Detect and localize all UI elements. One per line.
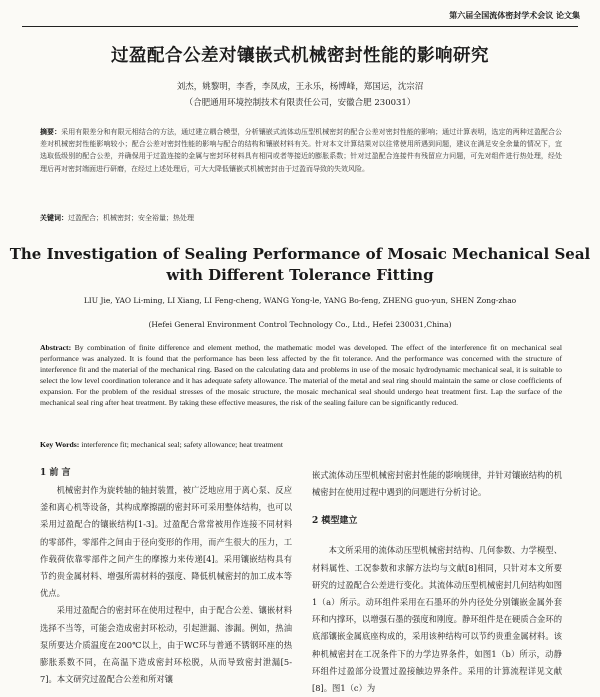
header-rule	[22, 26, 578, 27]
en-title-line-1: The Investigation of Sealing Performance of Mosaic Mechanical Seal	[9, 245, 591, 263]
spacer	[312, 501, 562, 513]
en-abstract	[40, 342, 562, 408]
cn-affiliation: （合肥通用环境控制技术有限责任公司，安徽合肥 230031）	[184, 98, 416, 108]
en-affiliation: (Hefei General Environment Control Technology Co., Ltd., Hefei 230031,China)	[148, 320, 452, 329]
body-column-left	[40, 465, 292, 688]
section-2-heading: 2 模型建立	[312, 516, 358, 527]
body-paragraph: 嵌式流体动压型机械密封密封性能的影响规律，并针对镶嵌结构的机械密封在使用过程中遇到的问题进行分析讨论。	[312, 470, 562, 498]
cn-abstract	[40, 126, 562, 175]
body-paragraph: 本文所采用的流体动压型机械密封结构、几何参数、力学模型、材料属性、工况参数和求解方法均与文献[8]相同，只针对本文所要研究的过盈配合公差进行变化。其流体动压型机械密封几何结构如图1（a）所示。动环组件采用在石墨环的外内径处分别镶嵌金属外套环和内撑环，以增强石墨的强度和刚度。静环组件是在硬质合金环的底部镶嵌金属底座构成的，采用该种结构可以节约贵重金属材料。该种机械密封在工况条件下的力学边界条件，如图1（b）所示，动静环组件过盈部分设置过盈接触边界条件。采用的计算流程详见文献[8]。图1（c）为	[312, 545, 562, 694]
cn-title: 过盈配合公差对镶嵌式机械密封性能的影响研究	[111, 46, 489, 66]
en-abstract-label: Abstract:	[40, 343, 72, 352]
cn-keywords-label: 关键词：	[40, 213, 68, 222]
section-1-heading: 1 前 言	[40, 468, 71, 478]
en-keywords-label: Key Words:	[40, 440, 80, 449]
cn-keywords	[40, 213, 562, 223]
running-header: 第六届全国流体密封学术会议 论文集	[449, 10, 580, 20]
en-keywords	[40, 440, 562, 449]
en-abstract-text: By combination of finite difference and element method, the mathematic model was developed. The effect of the interference fit on mechanical seal performance was analyzed. It is found that the performance has been less affected by the fit tolerance. And the performance was concerned with the structure of interference fit and the material of the mechanical ring. Based on the calculating data and problems in use of the mosaic hydrodynamic mechanical seal, it is suitable to select the low level coordination tolerance and it has adequate safety allowance. The material of the metal and seal ring should maintain the same or close coefficients of expansion. For the problem of the residual stresses of the mosaic structure, the mosaic mechanical seal should undergo heat treatment first. Lap the surface of the mechanical seal ring after heat treatment. By taking these effective measures, the risk of the sealing failure can be significantly reduced.	[40, 343, 562, 407]
cn-abstract-text: 采用有限差分和有限元相结合的方法，通过建立耦合模型，分析镶嵌式流体动压型机械密封的配合公差对密封性能的影响；通过计算表明，选定的两种过盈配合公差对机械密封性能影响较小；配合公差对密封性能的影响与配合的结构和镶嵌材料有关。针对本文计算结果对以往常使用所遇到问题，建议在满足安全余量的情况下，宜选取低级别的配合公差，并确保用于过盈连接的金属与密封环材料具有相同或者等接近的膨胀系数；针对过盈配合连接件有残留应力问题，可先对组件进行热处理，经处理后再对密封端面进行研磨，在经过上述处理后，可大大降低镶嵌式机械密封由于过盈而导致的失效风险。	[40, 128, 563, 173]
body-column-right	[312, 467, 562, 697]
cn-abstract-label: 摘要：	[40, 127, 62, 136]
en-authors: LIU Jie, YAO Li-ming, LI Xiang, LI Feng-cheng, WANG Yong-le, YANG Bo-feng, ZHENG guo-yun, SHEN Zong-zhao	[83, 296, 517, 305]
en-keywords-text: interference fit; mechanical seal; safety allowance; heat treatment	[81, 440, 283, 449]
cn-keywords-text: 过盈配合；机械密封；安全裕量；热处理	[68, 214, 194, 222]
body-paragraph: 采用过盈配合的密封环在使用过程中，由于配合公差、镶嵌材料选择不当等，可能会造成密封环松动，引起泄漏、渗漏。例如，热油泵所要达介质温度在200℃以上，由于WC环与普通不锈钢环座的热膨胀系数不同，在高温下造成密封环松脱，从而导致密封泄漏[5-7]。本文研究过盈配合公差和所对镶	[40, 605, 292, 685]
en-title	[0, 244, 600, 286]
en-title-line-2: with Different Tolerance Fitting	[166, 266, 434, 284]
cn-authors: 刘杰，姚黎明，李香，李凤成，王永乐，杨博峰，郑国运，沈宗沼	[176, 82, 424, 92]
body-paragraph: 机械密封作为旋转轴的轴封装置，被广泛地应用于离心泵、反应釜和离心机等设备，其构成摩擦副的密封环可采用整体结构，也可以采用过盈配合的镶嵌结构[1-3]。过盈配合常常被用作连接不同材料的零部件，零部件之间由于径向变形的作用，而产生很大的压力，工作载荷依靠零部件之间产生的摩擦力来传递[4]。采用镶嵌结构具有节约贵金属材料、增强所需材料的强度、降低机械密封的加工成本等优点。	[40, 485, 292, 599]
spacer	[312, 530, 562, 542]
